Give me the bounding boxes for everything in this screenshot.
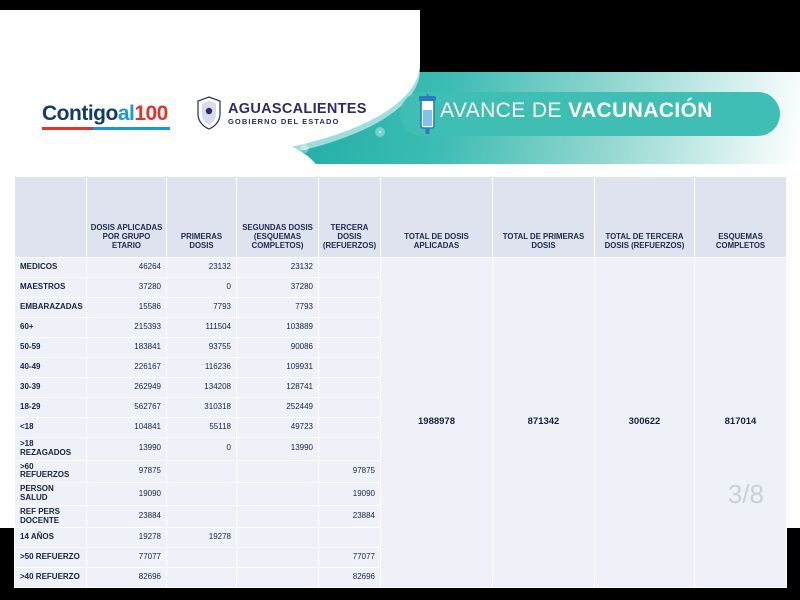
cell-segundas: 37280 bbox=[237, 278, 319, 298]
cell-segundas bbox=[237, 528, 319, 548]
cell-segundas bbox=[237, 568, 319, 588]
cell-primeras: 116236 bbox=[167, 358, 237, 378]
cell-tercera bbox=[319, 318, 381, 338]
cell-tercera bbox=[319, 378, 381, 398]
title-thin: AVANCE DE bbox=[440, 99, 569, 122]
cell-segundas: 128741 bbox=[237, 378, 319, 398]
cell-aplicadas: 562767 bbox=[87, 398, 167, 418]
state-subtitle: GOBIERNO DEL ESTADO bbox=[228, 117, 340, 127]
col-header-total-dosis-aplicadas: TOTAL DE DOSIS APLICADAS bbox=[381, 177, 493, 258]
table-header-row bbox=[15, 177, 787, 258]
cell-primeras: 7793 bbox=[167, 298, 237, 318]
virus-decor-icon bbox=[375, 127, 385, 137]
cell-primeras: 310318 bbox=[167, 398, 237, 418]
row-label: >18 REZAGADOS bbox=[15, 438, 87, 461]
cell-segundas: 252449 bbox=[237, 398, 319, 418]
row-label: REF PERS DOCENTE bbox=[15, 505, 87, 528]
cell-aplicadas: 97875 bbox=[87, 460, 167, 483]
cell-primeras: 134208 bbox=[167, 378, 237, 398]
cell-segundas: 49723 bbox=[237, 418, 319, 438]
row-label: 40-49 bbox=[15, 358, 87, 378]
cell-aplicadas: 23884 bbox=[87, 505, 167, 528]
esquemas-completos-value: 817014 bbox=[695, 258, 787, 588]
row-label: 60+ bbox=[15, 318, 87, 338]
cell-aplicadas: 104841 bbox=[87, 418, 167, 438]
title-bold: VACUNACIÓN bbox=[568, 99, 713, 122]
col-header-total-tercera-dosis: TOTAL DE TERCERA DOSIS (REFUERZOS) bbox=[595, 177, 695, 258]
total-dosis-aplicadas-value: 1988978 bbox=[381, 258, 493, 588]
cell-aplicadas: 15586 bbox=[87, 298, 167, 318]
cell-aplicadas: 77077 bbox=[87, 548, 167, 568]
table-body bbox=[15, 258, 787, 588]
col-header-primeras-dosis: PRIMERAS DOSIS bbox=[167, 177, 237, 258]
cell-primeras: 0 bbox=[167, 438, 237, 461]
cell-segundas bbox=[237, 483, 319, 506]
cell-primeras bbox=[167, 505, 237, 528]
cell-segundas bbox=[237, 460, 319, 483]
col-header-esquemas-completos: ESQUEMAS COMPLETOS bbox=[695, 177, 787, 258]
cell-primeras: 0 bbox=[167, 278, 237, 298]
cell-tercera bbox=[319, 438, 381, 461]
cell-segundas: 7793 bbox=[237, 298, 319, 318]
state-logo-text bbox=[228, 102, 367, 126]
row-label: MEDICOS bbox=[15, 258, 87, 278]
page-title bbox=[440, 99, 713, 123]
cell-tercera: 19090 bbox=[319, 483, 381, 506]
state-shield-icon bbox=[196, 96, 222, 130]
cell-segundas: 90086 bbox=[237, 338, 319, 358]
row-label: >60 REFUERZOS bbox=[15, 460, 87, 483]
cell-tercera bbox=[319, 358, 381, 378]
row-label: MAESTROS bbox=[15, 278, 87, 298]
slide-header bbox=[0, 72, 800, 164]
cell-primeras: 93755 bbox=[167, 338, 237, 358]
row-label: >40 REFUERZO bbox=[15, 568, 87, 588]
logo-part-100: 100 bbox=[134, 102, 168, 125]
total-primeras-dosis-value: 871342 bbox=[493, 258, 595, 588]
row-label: 18-29 bbox=[15, 398, 87, 418]
row-label: <18 bbox=[15, 418, 87, 438]
cell-primeras: 55118 bbox=[167, 418, 237, 438]
cell-segundas: 103889 bbox=[237, 318, 319, 338]
cell-aplicadas: 226167 bbox=[87, 358, 167, 378]
col-header-group bbox=[15, 177, 87, 258]
vaccination-table bbox=[14, 176, 787, 588]
cell-aplicadas: 262949 bbox=[87, 378, 167, 398]
logo-underline bbox=[42, 127, 170, 130]
slide bbox=[0, 72, 800, 582]
cell-tercera: 23884 bbox=[319, 505, 381, 528]
state-name: AGUASCALIENTES bbox=[228, 101, 367, 117]
col-header-total-primeras-dosis: TOTAL DE PRIMERAS DOSIS bbox=[493, 177, 595, 258]
logo-part-contigo: Contigo bbox=[42, 102, 118, 125]
cell-aplicadas: 215393 bbox=[87, 318, 167, 338]
cell-tercera bbox=[319, 398, 381, 418]
logo-part-al: al bbox=[117, 102, 135, 125]
cell-primeras: 23132 bbox=[167, 258, 237, 278]
cell-tercera: 77077 bbox=[319, 548, 381, 568]
cell-segundas: 13990 bbox=[237, 438, 319, 461]
cell-tercera: 82696 bbox=[319, 568, 381, 588]
row-label: EMBARAZADAS bbox=[15, 298, 87, 318]
cell-tercera bbox=[319, 258, 381, 278]
cell-primeras bbox=[167, 460, 237, 483]
col-header-tercera-dosis: TERCERA DOSIS (REFUERZOS) bbox=[319, 177, 381, 258]
cell-tercera bbox=[319, 298, 381, 318]
row-label: PERSON SALUD bbox=[15, 483, 87, 506]
total-tercera-dosis-value: 300622 bbox=[595, 258, 695, 588]
cell-tercera bbox=[319, 278, 381, 298]
cell-aplicadas: 19090 bbox=[87, 483, 167, 506]
cell-primeras bbox=[167, 568, 237, 588]
col-header-dosis-aplicadas-grupo: DOSIS APLICADAS POR GRUPO ETARIO bbox=[87, 177, 167, 258]
cell-tercera bbox=[319, 528, 381, 548]
cell-tercera bbox=[319, 338, 381, 358]
cell-aplicadas: 46264 bbox=[87, 258, 167, 278]
contigo-al-100-logo bbox=[42, 102, 168, 126]
cell-segundas: 109931 bbox=[237, 358, 319, 378]
cell-segundas bbox=[237, 548, 319, 568]
row-label: 50-59 bbox=[15, 338, 87, 358]
cell-tercera bbox=[319, 418, 381, 438]
row-label: 14 AÑOS bbox=[15, 528, 87, 548]
cell-aplicadas: 13990 bbox=[87, 438, 167, 461]
col-header-segundas-dosis: SEGUNDAS DOSIS (ESQUEMAS COMPLETOS) bbox=[237, 177, 319, 258]
row-label: >50 REFUERZO bbox=[15, 548, 87, 568]
table-row bbox=[15, 258, 787, 278]
cell-aplicadas: 82696 bbox=[87, 568, 167, 588]
cell-primeras: 111504 bbox=[167, 318, 237, 338]
cell-aplicadas: 37280 bbox=[87, 278, 167, 298]
page-number: 3/8 bbox=[727, 479, 764, 509]
cell-segundas: 23132 bbox=[237, 258, 319, 278]
cell-primeras: 19278 bbox=[167, 528, 237, 548]
cell-primeras bbox=[167, 548, 237, 568]
cell-tercera: 97875 bbox=[319, 460, 381, 483]
cell-primeras bbox=[167, 483, 237, 506]
cell-aplicadas: 19278 bbox=[87, 528, 167, 548]
vaccination-table-wrapper bbox=[14, 176, 786, 582]
cell-segundas bbox=[237, 505, 319, 528]
cell-aplicadas: 183841 bbox=[87, 338, 167, 358]
row-label: 30-39 bbox=[15, 378, 87, 398]
